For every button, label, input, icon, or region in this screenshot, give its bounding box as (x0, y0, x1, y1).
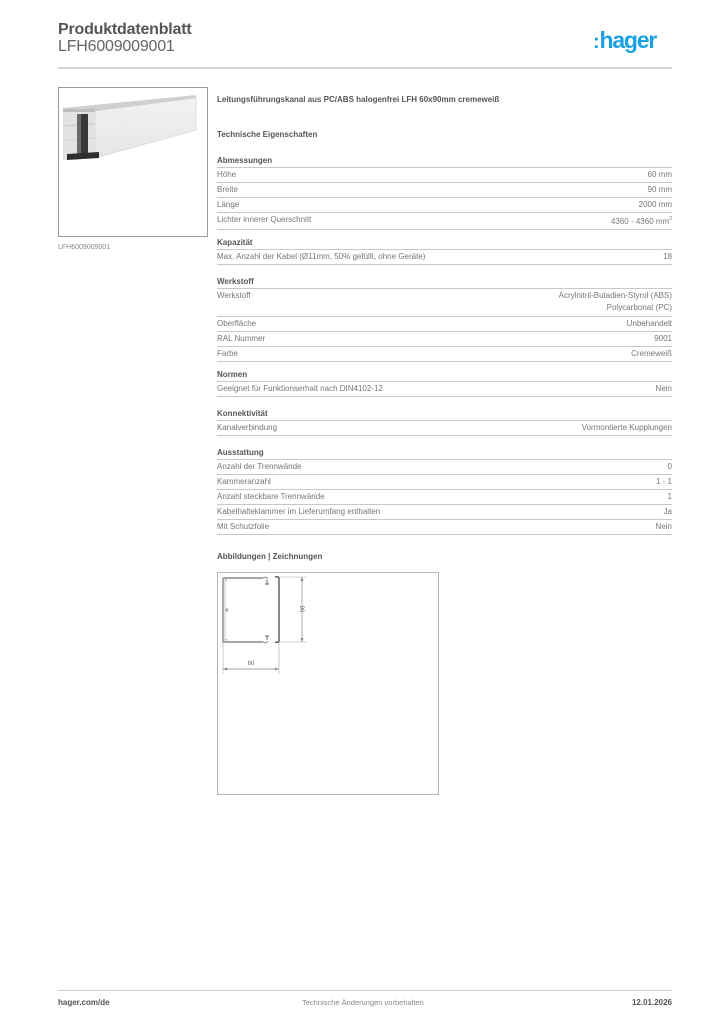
row-value: Nein (655, 522, 672, 531)
table-row (217, 250, 672, 265)
section-ausstattung (217, 447, 672, 535)
row-label: RAL Nummer (217, 333, 266, 343)
table-row (217, 198, 672, 213)
row-value: 9001 (654, 333, 672, 343)
section-konnektivitaet (217, 408, 672, 436)
row-label: Mit Schutzfolie (217, 522, 270, 531)
table-row (217, 332, 672, 347)
row-label: Kanalverbindung (217, 423, 278, 432)
table-row (217, 168, 672, 183)
row-value: Acrylnitril-Butadien-Styrol (ABS) Polycarbonat (PC) (558, 290, 672, 312)
table-row (217, 213, 672, 230)
technical-drawing (217, 572, 439, 795)
hager-logo (593, 27, 656, 54)
table-row (217, 382, 672, 397)
row-label: Länge (217, 200, 240, 209)
section-werkstoff (217, 276, 672, 362)
row-label: Kammeranzahl (217, 477, 271, 486)
row-label: Max. Anzahl der Kabel (Ø11mm, 50% gefüllt, ohne Geräte) (217, 252, 426, 261)
table-row (217, 460, 672, 475)
section-abmessungen (217, 155, 672, 230)
svg-text:60: 60 (247, 661, 255, 667)
cable-duct-icon (59, 88, 208, 237)
logo-prefix: : (593, 31, 599, 53)
product-image (58, 87, 208, 237)
row-value: 90 mm (647, 185, 672, 194)
header-divider (58, 67, 672, 69)
row-value: 1 - 1 (655, 477, 672, 486)
svg-text:90: 90 (298, 605, 304, 613)
row-value: 2000 mm (638, 200, 672, 209)
row-label: Kabelhalteklammer im Lieferumfang enthalten (217, 507, 381, 516)
row-label: Geeignet für Funktionserhalt nach DIN4102-12 (217, 384, 383, 393)
section-heading: Werkstoff (217, 276, 672, 289)
row-value: 0 (667, 462, 672, 471)
article-number: LFH6009009001 (58, 38, 175, 55)
row-value: 4360 - 4360 $mm^2$ (610, 216, 672, 226)
drawings-heading: Abbildungen | Zeichnungen (217, 552, 323, 561)
cross-section-drawing-icon (218, 573, 438, 794)
table-row (217, 490, 672, 505)
section-heading: Konnektivität (217, 408, 672, 421)
section-kapazitaet (217, 237, 672, 265)
row-value: 1 (667, 492, 672, 501)
row-label: Werkstoff (217, 291, 251, 300)
row-value: 18 (663, 252, 672, 261)
row-label: Oberfläche (217, 318, 257, 328)
footer-website-link[interactable]: hager.com/de (58, 998, 110, 1007)
row-value: 60 mm (647, 170, 672, 179)
table-row (217, 347, 672, 362)
table-row (217, 475, 672, 490)
row-value: Cremeweiß (631, 348, 672, 358)
row-label: Anzahl steckbare Trennwände (217, 492, 325, 501)
footer-date: 12.01.2026 (631, 998, 672, 1007)
table-row (217, 183, 672, 198)
section-normen (217, 369, 672, 397)
product-image-caption: LFH6009009001 (58, 244, 111, 251)
footer-notice: Technische Änderungen vorbehalten (302, 998, 424, 1007)
section-heading: Kapazität (217, 237, 672, 250)
section-heading: Normen (217, 369, 672, 382)
row-label: Breite (217, 185, 238, 194)
product-description: Leitungsführungskanal aus PC/ABS halogenfrei LFH 60x90mm cremeweiß (217, 95, 500, 104)
tech-properties-heading: Technische Eigenschaften (217, 130, 318, 139)
section-heading: Ausstattung (217, 447, 672, 460)
table-row (217, 505, 672, 520)
table-row (217, 289, 672, 317)
page-title: Produktdatenblatt (58, 21, 192, 38)
section-heading: Abmessungen (217, 155, 672, 168)
row-value: Ja (663, 507, 672, 516)
row-label: Farbe (217, 348, 238, 358)
row-label: Höhe (217, 170, 237, 179)
row-label: Anzahl der Trennwände (217, 462, 302, 471)
row-value: Vormontierte Kupplungen (581, 423, 672, 432)
row-label: Lichter innerer Querschnitt (217, 215, 312, 224)
footer-divider (58, 990, 672, 991)
row-value: Unbehandelt (626, 318, 672, 328)
row-value: Nein (655, 384, 672, 393)
table-row (217, 520, 672, 535)
logo-text: hager (599, 27, 657, 53)
table-row (217, 317, 672, 332)
table-row (217, 421, 672, 436)
